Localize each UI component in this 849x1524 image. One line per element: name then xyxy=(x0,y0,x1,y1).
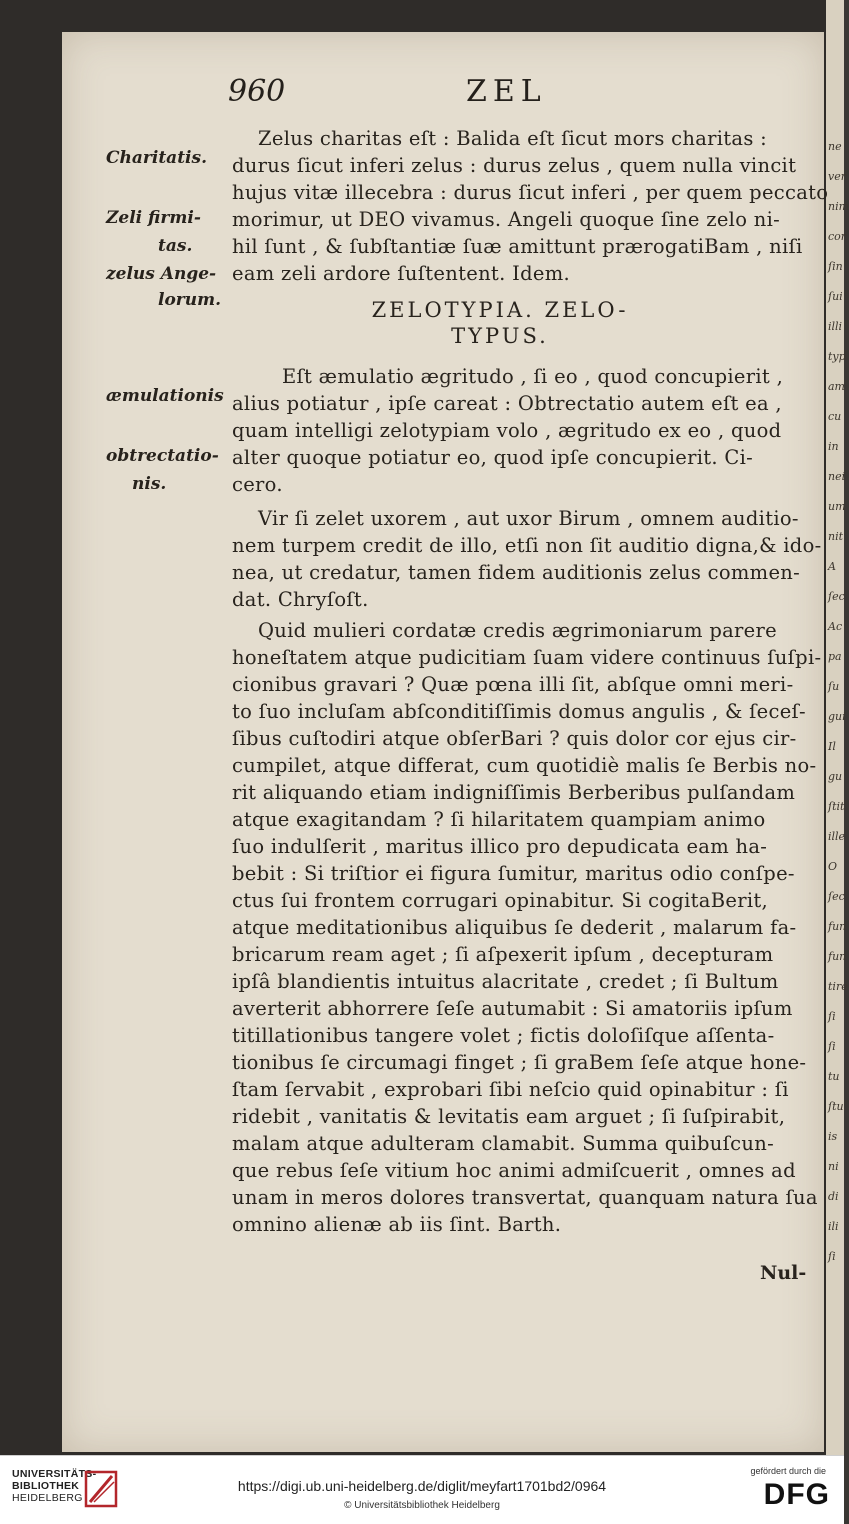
text-line: Vir ſi zelet uxorem , aut uxor Birum , omnem auditio- xyxy=(258,507,799,530)
adjacent-page-fragment: ſui xyxy=(828,290,843,303)
text-line: eam zeli ardore ſuſtentent. Idem. xyxy=(232,262,570,285)
margin-note: nis. xyxy=(132,474,167,494)
adjacent-page-fragment: um xyxy=(828,500,846,513)
page-number: 960 xyxy=(228,74,286,109)
adjacent-page-fragment: ſtit xyxy=(828,800,845,813)
adjacent-page-fragment: O xyxy=(828,860,838,873)
adjacent-page-fragment: ſi xyxy=(828,1040,836,1053)
text-line: quam intelligi zelotypiam volo , ægritudo ex eo , quod xyxy=(232,419,782,442)
text-line: unam in meros dolores transvertat, quanquam natura ſua xyxy=(232,1186,818,1209)
text-line: malam atque adulteram clamabit. Summa quibuſcun- xyxy=(232,1132,774,1155)
text-line: tionibus ſe circumagi finget ; ſi graBem ſeſe atque hone- xyxy=(232,1051,807,1074)
dfg-logo[interactable]: DFG xyxy=(763,1478,830,1511)
institution-name-line: UNIVERSITÄTS- xyxy=(12,1468,97,1480)
adjacent-page-fragment: typ xyxy=(828,350,846,363)
section-heading: ZELOTYPIA. ZELO- xyxy=(371,298,629,322)
adjacent-page-fragment: ni xyxy=(828,1160,839,1173)
text-line: durus ſicut inferi zelus : durus zelus , quem nulla vincit xyxy=(232,154,797,177)
adjacent-page-fragment: ſu xyxy=(828,680,840,693)
adjacent-page-fragment: ſec xyxy=(828,890,845,903)
text-line: ſtam ſervabit , exprobari ſibi neſcio quid opinabitur : ſi xyxy=(232,1078,789,1101)
funding-caption: gefördert durch die xyxy=(750,1466,826,1476)
text-line: alius potiatur , ipſe careat : Obtrectatio autem eſt ea , xyxy=(232,392,782,415)
margin-note: Charitatis. xyxy=(106,148,207,168)
running-title: ZEL xyxy=(466,74,547,109)
adjacent-page-fragment: Il xyxy=(828,740,836,753)
adjacent-page-fragment: Ac xyxy=(828,620,843,633)
text-line: nem turpem credit de illo, etſi non ſit auditio digna,& ido- xyxy=(232,534,822,557)
adjacent-page-fragment: fun xyxy=(828,920,847,933)
text-line: cero. xyxy=(232,473,283,496)
text-line: Eſt æmulatio ægritudo , ſi eo , quod concupierit , xyxy=(282,365,784,388)
text-line: dat. Chryſoſt. xyxy=(232,588,369,611)
adjacent-page-fragment: is xyxy=(828,1130,838,1143)
adjacent-page-fragment: A xyxy=(828,560,836,573)
adjacent-page-fragment: gui xyxy=(828,710,846,723)
permalink-url[interactable]: https://digi.ub.uni-heidelberg.de/diglit/meyfart1701bd2/0964 xyxy=(237,1478,607,1494)
adjacent-page-fragment: tire xyxy=(828,980,848,993)
adjacent-page-fragment: pa xyxy=(828,650,842,663)
adjacent-page-fragment: ſtu xyxy=(828,1100,844,1113)
adjacent-page-fragment: cor xyxy=(828,230,847,243)
adjacent-page-fragment: gu xyxy=(828,770,843,783)
margin-note: æmulationis xyxy=(106,386,224,406)
text-line: atque meditationibus aliquibus ſe dederit , malarum fa- xyxy=(232,916,797,939)
text-line: bricarum ream aget ; ſi aſpexerit ipſum , decepturam xyxy=(232,943,774,966)
text-line: que rebus ſeſe vitium hoc animi admiſcuerit , omnes ad xyxy=(232,1159,796,1182)
text-line: hujus vitæ illecebra : durus ſicut inferi , per quem peccato xyxy=(232,181,829,204)
adjacent-page-fragment: ſi xyxy=(828,1250,836,1263)
section-heading: TYPUS. xyxy=(451,324,549,348)
adjacent-page-fragment: ſi xyxy=(828,1010,836,1023)
adjacent-page-fragment: illi xyxy=(828,320,843,333)
adjacent-page-fragment: tu xyxy=(828,1070,840,1083)
adjacent-page-fragment: ili xyxy=(828,1220,839,1233)
text-line: hil ſunt , & ſubſtantiæ ſuæ amittunt prærogatiBam , niſi xyxy=(232,235,803,258)
text-line: Quid mulieri cordatæ credis ægrimoniarum parere xyxy=(258,619,777,642)
viewer-footer xyxy=(0,1455,844,1524)
text-line: atque exagitandam ? ſi hilaritatem quampiam animo xyxy=(232,808,766,831)
margin-note: lorum. xyxy=(158,290,222,310)
text-line: Zelus charitas eſt : Balida eſt ſicut mors charitas : xyxy=(258,127,768,150)
adjacent-page-fragment: ille xyxy=(828,830,846,843)
adjacent-page-fragment: nim xyxy=(828,200,849,213)
text-line: cumpilet, atque differat, cum quotidiè malis ſe Berbis no- xyxy=(232,754,817,777)
adjacent-page-fragment: ſec xyxy=(828,590,845,603)
adjacent-page-fragment: di xyxy=(828,1190,839,1203)
text-line: omnino alienæ ab iis ſint. Barth. xyxy=(232,1213,562,1236)
text-line: ipſâ blandientis intuitus alacritate , credet ; ſi Bultum xyxy=(232,970,779,993)
margin-note: obtrectatio- xyxy=(106,446,219,466)
text-line: ſuo indulſerit , maritus illico pro depudicata eam ha- xyxy=(232,835,768,858)
text-line: cionibus gravari ? Quæ pœna illi ſit, abſque omni meri- xyxy=(232,673,794,696)
text-line: bebit : Si triſtior ei figura ſumitur, maritus odio conſpe- xyxy=(232,862,795,885)
text-line: averterit abhorrere ſeſe autumabit : Si amatoriis ipſum xyxy=(232,997,793,1020)
adjacent-page-fragment: nei xyxy=(828,470,846,483)
adjacent-page-fragment: in xyxy=(828,440,839,453)
text-line: titillationibus tangere volet ; fictis doloſiſque aſſenta- xyxy=(232,1024,775,1047)
adjacent-page-fragment: ſin xyxy=(828,260,843,273)
text-line: morimur, ut DEO vivamus. Angeli quoque ſine zelo ni- xyxy=(232,208,781,231)
adjacent-page-fragment: cu xyxy=(828,410,842,423)
text-line: ſibus cuſtodiri atque obſerBari ? quis dolor cor ejus cir- xyxy=(232,727,797,750)
adjacent-page-fragment: ver xyxy=(828,170,846,183)
adjacent-page-fragment: am xyxy=(828,380,845,393)
page-header xyxy=(0,70,844,114)
text-line: alter quoque potiatur eo, quod ipſe concupierit. Ci- xyxy=(232,446,754,469)
adjacent-page-strip xyxy=(826,0,849,1455)
institution-name-line: HEIDELBERG xyxy=(12,1492,83,1504)
text-line: ridebit , vanitatis & levitatis eam arguet ; ſi ſuſpirabit, xyxy=(232,1105,786,1128)
copyright-notice: © Universitätsbibliothek Heidelberg xyxy=(344,1500,500,1511)
margin-note: Zeli firmi- xyxy=(106,208,201,228)
text-line: nea, ut credatur, tamen fidem auditionis zelus commen- xyxy=(232,561,801,584)
margin-note: tas. xyxy=(158,236,193,256)
text-line: rit aliquando etiam indigniſſimis Berberibus pulſandam xyxy=(232,781,796,804)
text-line: honeſtatem atque pudicitiam ſuam videre continuus ſuſpi- xyxy=(232,646,822,669)
margin-note: zelus Ange- xyxy=(106,264,217,284)
text-line: ctus ſui frontem corrugari opinabitur. Si cogitaBerit, xyxy=(232,889,768,912)
text-line: to ſuo incluſam abſconditiſſimis domus angulis , & ſeceſ- xyxy=(232,700,806,723)
institution-name-line: BIBLIOTHEK xyxy=(12,1480,80,1492)
catchword: Nul- xyxy=(760,1262,807,1284)
adjacent-page-fragment: ne xyxy=(828,140,842,153)
adjacent-page-fragment: nit xyxy=(828,530,844,543)
adjacent-page-fragment: fun xyxy=(828,950,847,963)
